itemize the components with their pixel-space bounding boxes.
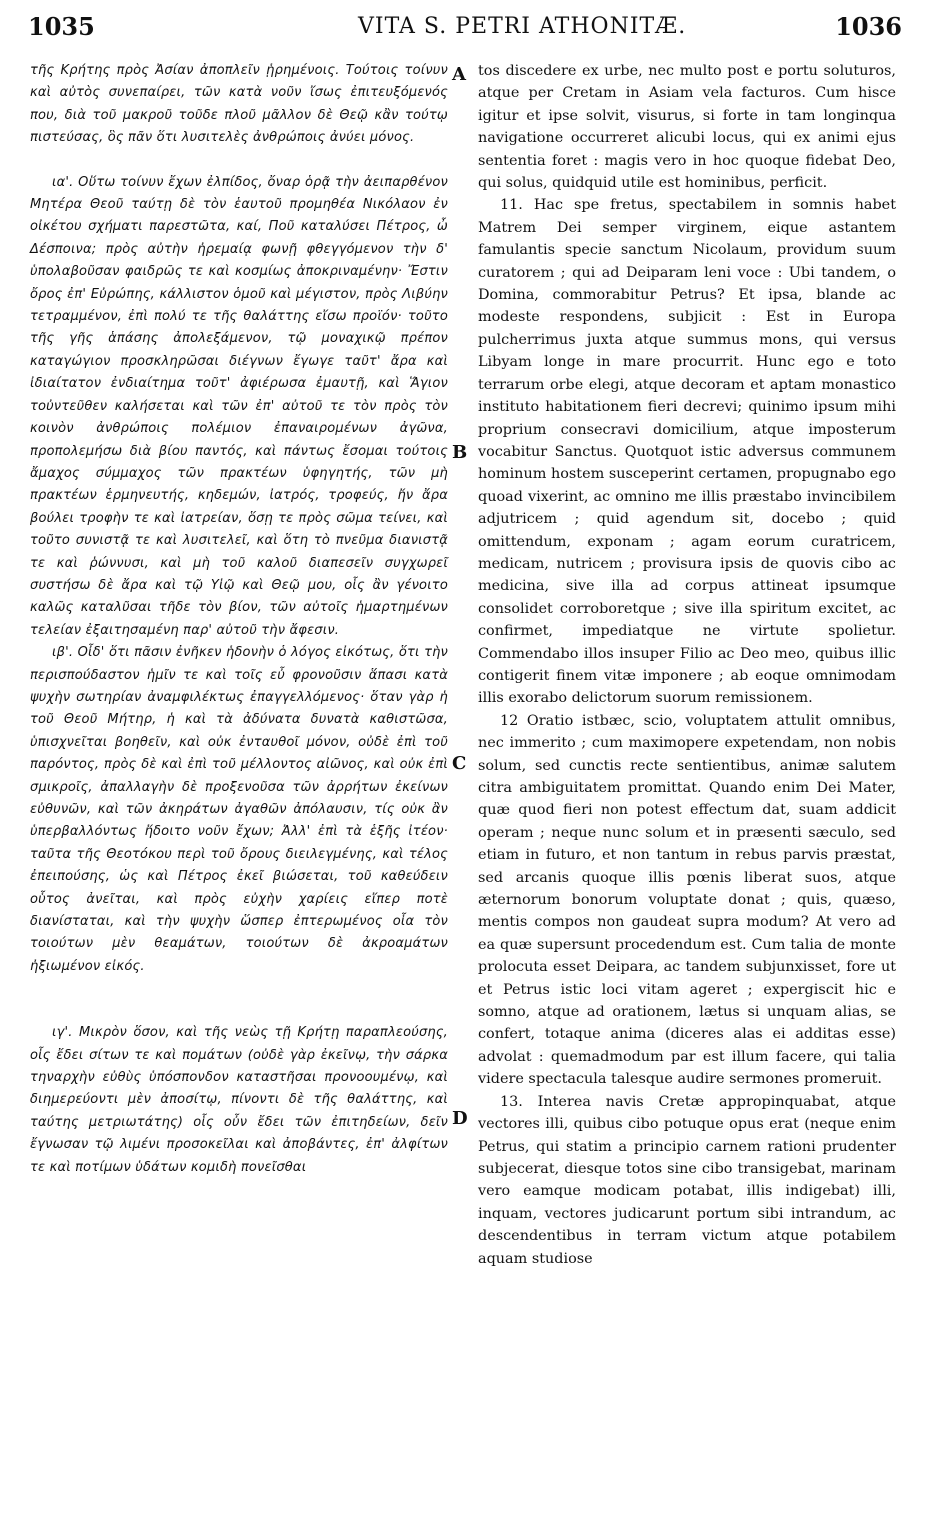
page-header xyxy=(28,12,902,44)
latin-paragraph-1: tos discedere ex urbe, nec multo post e portu soluturos, atque per Cretam in Asiam vela facturos. Cum hisce igitur et ipse solvit, visurus, si forte in tam longinqua navigatione occurreret alicubi locus, qui ex animi ejus sententia foret : magis vero in hoc quoque fidebat Deo, qui solus, quidquid utile est hominibus, perficit. xyxy=(478,63,896,192)
greek-paragraph-3: ιβ'. Οἶδ' ὅτι πᾶσιν ἐνῆκεν ἡδονὴν ὁ λόγος εἰκότως, ὅτι τὴν περισπούδαστον ἡμῖν τε καὶ τοῖς εὖ φρονοῦσιν ἅπασι κατὰ ψυχὴν σωτηρίαν ἀναμφιλέκτως ἐπαγγελλόμενος· ὅταν γὰρ ἡ τοῦ Θεοῦ Μήτηρ, ἡ καὶ τὰ ἀδύνατα δυνατὰ καθιστῶσα, ὑπισχνεῖται βοηθεῖν, καὶ οὐκ ἐνταυθοῖ μόνον, οὐδὲ ἐπὶ τοῦ παρόντος, πρὸς δὲ καὶ ἐπὶ τοῦ μέλλοντος αἰῶνος, καὶ οὐκ ἐπὶ σμικροῖς, ἀπαλλαγὴν δὲ προξενοῦσα τῶν ἀρρήτων ἐκείνων εὐθυνῶν, καὶ τῶν ἀκηράτων ἀγαθῶν ἀπόλαυσιν, τίς οὐκ ἂν ὑπερβαλλόντως ἥδοιτο νοῦν ἔχων; Ἀλλ' ἐπὶ τὰ ἑξῆς ἰτέον· ταῦτα τῆς Θεοτόκου περὶ τοῦ ὄρους διειλεγμένης, καὶ τέλος ἐπειπούσης, ὡς καὶ Πέτρος ἐκεῖ βιώσεται, τοῦ καθεύδειν οὗτος ἀνεῖται, καὶ πρὸς εὐχὴν χαρίεις εἴπερ ποτὲ διανίσταται, καὶ τὴν ψυχὴν ὥσπερ ἐπτερωμένος οἷα τὸν τοιούτων μὲν θεαμάτων, τοιούτων δὲ ἀκροαμάτων ἠξιωμένον εἰκός. xyxy=(30,645,448,974)
margin-marker-a: A xyxy=(452,64,466,85)
latin-paragraph-2: 11. Hac spe fretus, spectabilem in somnis habet Matrem Dei semper virginem, eique astantem famulantis specie sanctum Nicolaum, providum suum curatorem ; qui ad Deiparam leni voce : Ubi tandem, o Domina, commorabitur Petrus? Et ipsa, blande ac modeste respondens, subjicit : Est in Europa pulcherrimus juxta atque summus mons, qui versus Libyam longe in mare procurrit. Hunc ego e toto terrarum orbe elegi, atque decoram et aptam monastico instituto habitationem fieri decrevi; quinimo ipsum mihi proprium consecravi domicilium, atque imposterum vocabitur Sanctus. Quotquot istic adversus communem hominum hostem susceperint certamen, propugnabo ego quoad vixerint, ac omnino me illis præstabo invincibilem adjutricem ; quid agendum sit, docebo ; quid omittendum, exponam ; agam eorum curatricem, medicam, nutricem ; provisura ipsis de quovis cibo ac medicina, sive illa ad corpus attineat ipsumque consolidet corroboretque ; sive illa spiritum excitet, ac confirmet, impediatque ne virtute spolietur. Commendabo illos insuper Filio ac Deo meo, quibus illic contigerit finem vitæ imponere ; ab eoque omnimodam illis exorabo delictorum suorum remissionem. xyxy=(478,197,896,707)
greek-column xyxy=(30,60,448,1179)
greek-paragraph-4: ιγ'. Μικρὸν ὅσον, καὶ τῆς νεὼς τῇ Κρήτῃ παραπλεούσης, οἷς ἔδει σίτων τε καὶ πομάτων (οὐδὲ γὰρ ἐκεῖνῳ, τὴν σάρκα τηναρχὴν εὐθὺς ὑπόσπονδον καταστῆσαι προνοουμένῳ, καὶ διημερεύοντι μὲν ἀποσίτῳ, πίνοντι δὲ τῆς θαλάττης, καὶ ταύτης μετριωτάτης) οἷς οὖν ἔδει τῶν ἐπιτηδείων, δεῖν ἔγνωσαν τῷ λιμένι προσοκεῖλαι καὶ ἀποβάντες, ἐπ' ἀλφίτων τε καὶ ποτίμων ὑδάτων κομιδὴ πονεῖσθαι xyxy=(30,1025,448,1175)
margin-marker-d: D xyxy=(452,1108,468,1129)
margin-marker-c: C xyxy=(452,753,467,774)
left-page-number: 1035 xyxy=(28,12,95,41)
right-page-number: 1036 xyxy=(835,12,902,41)
latin-paragraph-4: 13. Interea navis Cretæ appropinquabat, atque vectores illi, quibus cibo potuque opus erat (neque enim Petrus, qui statim a principio carnem rationi prudenter subjecerat, diesque totos sine cibo transigebat, marinam vero eamque modicam potabat, illis indigebat) illi, inquam, vectores judicarunt portum sibi intrandum, ac descendentibus in terram victum atque potabilem aquam studiose xyxy=(478,1093,896,1267)
margin-marker-b: B xyxy=(452,442,468,463)
greek-paragraph-2: ια'. Οὕτω τοίνυν ἔχων ἐλπίδος, ὄναρ ὁρᾷ τὴν ἀειπαρθένον Μητέρα Θεοῦ ταύτῃ δὲ τὸν ἑαυτοῦ προμηθέα Νικόλαον ἐν οἰκέτου σχήματι παρεστῶτα, καί, Ποῦ καταλύσει Πέτρος, ὦ Δέσποινα; πρὸς αὐτὴν ἠρεμαίᾳ φωνῇ φθεγγόμενον τὴν δ' ὑπολαβοῦσαν φαιδρῶς τε καὶ κοσμίως ἀποκριναμένην· Ἔστιν ὄρος ἐπ' Εὐρώπης, κάλλιστον ὁμοῦ καὶ μέγιστον, πρὸς Λιβύην τετραμμένον, ἐπὶ πολύ τε τῆς θαλάττης εἴσω προϊόν· τοῦτο τῆς γῆς ἁπάσης ἀπολεξάμενον, τῷ μοναχικῷ πρέπον καταγώγιον προσκληρῶσαι διέγνων ἔγωγε ταῦτ' ἄρα καὶ ἰδιαίτατον ἐνδιαίτημα τοῦτ' ἀφιέρωσα ἐμαυτῇ, καὶ Ἅγιον τοὐντεῦθεν καλήσεται καὶ τῶν ἐπ' αὐτοῦ τε τὸν πρὸς τὸν κοινὸν ἀνθρώποις πολέμιον ἐπαναιρομένων ἀγῶνα, προπολεμήσω διὰ βίου παντός, καὶ πάντως ἔσομαι τούτοις ἄμαχος σύμμαχος τῶν πρακτέων ὑφηγητής, τῶν μὴ πρακτέων ἑρμηνευτής, κηδεμών, ἰατρός, τροφεύς, ἤν ἄρα βούλει τροφὴν τε καὶ ἰατρείαν, ὅσῃ τε πρὸς σῶμα τείνει, καὶ τοῦτο συνιστᾷ τε καὶ λυσιτελεῖ, καὶ ὅτη τὸ πνεῦμα διανιστᾷ τε καὶ ῥώννυσι, καὶ μὴ τοῦ καλοῦ διαπεσεῖν συγχωρεῖ συστήσω δὲ ἄρα καὶ τῷ Υἱῷ καὶ Θεῷ μου, οἷς ἂν γένοιτο καλῶς καταλῦσαι τῆδε τὸν βίον, τῶν αὐτοῖς ἡμαρτημένων τελείαν ἐξαιτησαμένη παρ' αὐτοῦ τὴν ἄφεσιν. xyxy=(30,174,448,638)
running-title: VITA S. PETRI ATHONITÆ. xyxy=(358,14,687,39)
latin-paragraph-3: 12 Oratio istbæc, scio, voluptatem attulit omnibus, nec immerito ; cum maximopere expetendam, non nobis solum, sed cunctis recte sentientibus, animæ salutem citra ambiguitatem promittat. Quando enim Dei Mater, quæ quod fieri non potest effectum dat, suam addicit operam ; neque nunc solum et in præsenti sæculo, sed etiam in futuro, et non tantum in rebus parvis præstat, sed arcanis quoque illis pœnis liberat suos, atque æternorum bonorum voluptate donat ; quis, quæso, mentis compos non gaudeat supra modum? At vero ad ea quæ supersunt procedendum est. Cum talia de monte prolocuta esset Deipara, ac tandem subjunxisset, fore ut et Petrus istic loci vitam ageret ; expergiscit hic e somno, atque ad orationem, lætus si unquam alias, se confert, totaque anima (diceres alas ei additas esse) advolat : quemadmodum par est illum facere, qui talia videre spectacula talesque audire sermones promeruit. xyxy=(478,712,896,1088)
latin-column xyxy=(478,60,896,1270)
greek-paragraph-1: τῆς Κρήτης πρὸς Ἀσίαν ἀποπλεῖν ᾑρημένοις. Τούτοις τοίνυν καὶ αὐτὸς συνεπαίρει, τῶν κατὰ νοῦν ἴσως ἐπιτευξόμενός που, διὰ τοῦ μακροῦ τοῦδε πλοῦ μᾶλλον δὲ Θεῷ κἂν τούτῳ πιστεύσας, ὃς πᾶν ὅτι λυσιτελὲς ἀνθρώποις ἀνύει μόνος. xyxy=(30,63,448,146)
